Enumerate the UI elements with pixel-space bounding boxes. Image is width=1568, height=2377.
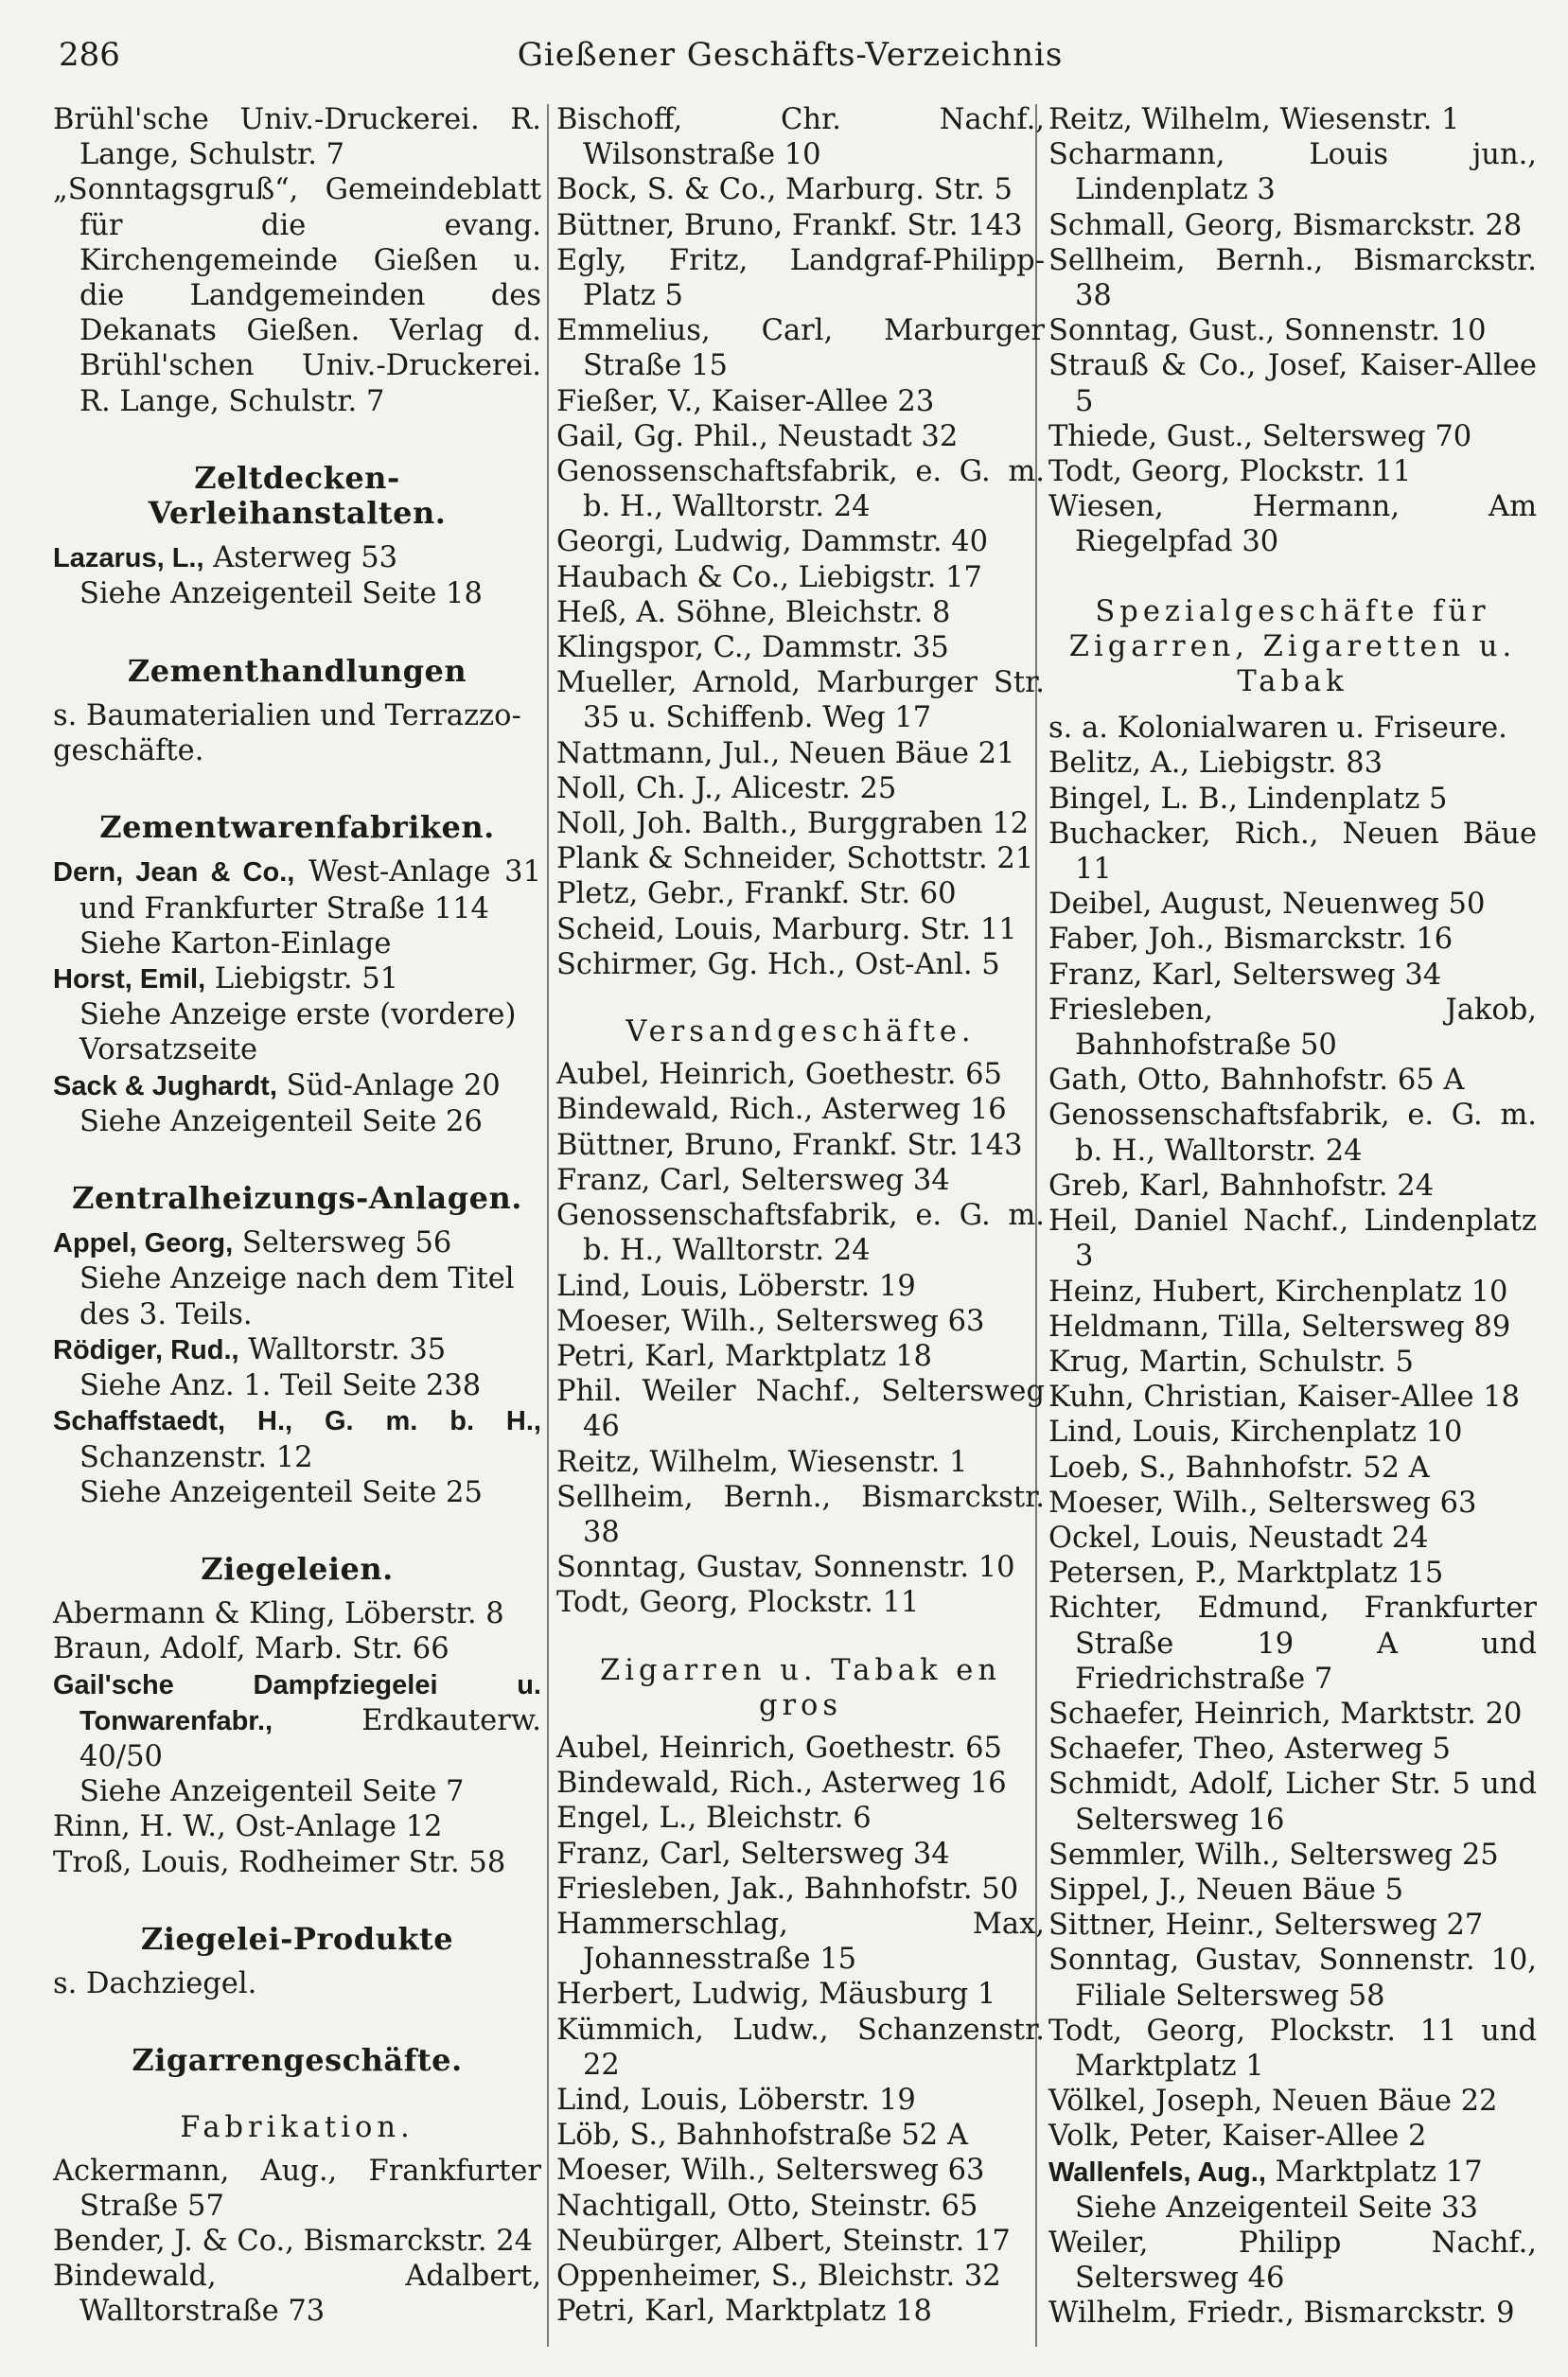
directory-entry: Rinn, H. W., Ost-Anlage 12	[53, 1810, 443, 1844]
directory-entry: „Sonntagsgruß“, Gemeindeblatt für die evang. Kirchengemeinde Gießen u. die Landgemeinden des Dekanats Gießen. Verlag d. Brühl'schen Univ.-Druckerei. R. Lange, Schulstr. 7	[53, 173, 541, 418]
advertisement-reference: Siehe Anz. 1. Teil Seite 238	[79, 1369, 482, 1403]
directory-entry: Büttner, Bruno, Frankf. Str. 143	[556, 208, 1023, 242]
directory-entry: Oppenheimer, S., Bleichstr. 32	[556, 2259, 1001, 2293]
directory-entry: Reitz, Wilhelm, Wiesenstr. 1	[556, 1445, 968, 1479]
directory-entry: Weiler, Philipp Nachf., Seltersweg 46	[1048, 2226, 1537, 2296]
directory-entry: Schaefer, Heinrich, Marktstr. 20	[1048, 1697, 1523, 1731]
directory-entry: Bindewald, Rich., Asterweg 16	[556, 1093, 1007, 1127]
advertisement-reference: Siehe Anzeige erste (vordere) Vorsatzseite	[79, 998, 517, 1067]
entry-address: Seltersweg 56	[241, 1226, 452, 1260]
directory-entry	[1048, 2155, 1537, 2191]
directory-entry: Franz, Carl, Seltersweg 34	[556, 1163, 950, 1197]
entry-address: Liebigstr. 51	[214, 962, 399, 996]
directory-entry: Todt, Georg, Plockstr. 11	[1048, 455, 1412, 489]
page-number: 286	[59, 36, 120, 74]
entry-address: Walltorstr. 35	[248, 1332, 447, 1366]
directory-entry: Bender, J. & Co., Bismarckstr. 24	[53, 2224, 534, 2258]
directory-entry: Faber, Joh., Bismarckstr. 16	[1048, 923, 1453, 957]
advertisement-reference: Siehe Karton-Einlage	[79, 926, 392, 960]
directory-entry: Troß, Louis, Rodheimer Str. 58	[53, 1845, 506, 1879]
directory-entry: Sellheim, Bernh., Bismarckstr. 38	[1048, 243, 1537, 313]
directory-entry: Volk, Peter, Kaiser-Allee 2	[1048, 2120, 1427, 2154]
directory-entry: Buchacker, Rich., Neuen Bäue 11	[1048, 817, 1537, 887]
directory-entry: Nattmann, Jul., Neuen Bäue 21	[556, 736, 1015, 770]
entry-address: Asterweg 53	[213, 541, 398, 575]
directory-entry: Sippel, J., Neuen Bäue 5	[1048, 1873, 1403, 1907]
directory-entry: Schmall, Georg, Bismarckstr. 28	[1048, 208, 1523, 242]
directory-entry: Aubel, Heinrich, Goethestr. 65	[556, 1058, 1002, 1092]
directory-entry: Heil, Daniel Nachf., Lindenplatz 3	[1048, 1205, 1537, 1274]
directory-entry: Sonntag, Gustav, Sonnenstr. 10, Filiale Seltersweg 58	[1048, 1944, 1537, 2013]
directory-entry: Strauß & Co., Josef, Kaiser-Allee 5	[1048, 349, 1537, 418]
directory-entry: Sittner, Heinr., Seltersweg 27	[1048, 1909, 1484, 1943]
directory-entry: Ackermann, Aug., Frankfurter Straße 57	[53, 2154, 541, 2223]
directory-entry: Noll, Ch. J., Alicestr. 25	[556, 771, 897, 805]
directory-entry: Völkel, Joseph, Neuen Bäue 22	[1048, 2085, 1498, 2119]
directory-entry: Genossenschaftsfabrik, e. G. m. b. H., Walltorstr. 24	[556, 455, 1045, 524]
running-title: Gießener Geschäfts-Verzeichnis	[517, 36, 1064, 74]
page-header	[59, 36, 1522, 89]
directory-entry: Neubürger, Albert, Steinstr. 17	[556, 2224, 1011, 2258]
directory-entry: Herbert, Ludwig, Mäusburg 1	[556, 1978, 996, 2012]
directory-entry	[53, 1068, 541, 1104]
directory-entry: Bischoff, Chr. Nachf., Wilsonstraße 10	[556, 103, 1045, 172]
directory-entry: Moeser, Wilh., Seltersweg 63	[556, 1304, 985, 1338]
section-heading: Ziegelei-Produkte	[140, 1920, 454, 1957]
directory-entry: Löb, S., Bahnhofstraße 52 A	[556, 2119, 968, 2153]
entry-name: Dern, Jean & Co.,	[53, 857, 295, 889]
directory-entry: Friesleben, Jakob, Bahnhofstraße 50	[1048, 993, 1537, 1063]
directory-entry: Wiesen, Hermann, Am Riegelpfad 30	[1048, 490, 1537, 559]
section-heading: Zentralheizungs-Anlagen.	[72, 1180, 522, 1217]
cross-reference: s. Dachziegel.	[53, 1966, 257, 2000]
directory-entry: Kuhn, Christian, Kaiser-Allee 18	[1048, 1381, 1521, 1415]
directory-entry: Todt, Georg, Plockstr. 11 und Marktplatz 1	[1048, 2014, 1537, 2083]
directory-entry: Abermann & Kling, Löberstr. 8	[53, 1597, 504, 1631]
entry-address: West-Anlage 31 und Frankfurter Straße 114	[79, 855, 541, 925]
entry-name: Wallenfels, Aug.,	[1048, 2157, 1266, 2188]
directory-entry: Belitz, A., Liebigstr. 83	[1048, 747, 1383, 781]
directory-entry: Mueller, Arnold, Marburger Str. 35 u. Schiffenb. Weg 17	[556, 666, 1045, 735]
advertisement-reference: Siehe Anzeigenteil Seite 25	[79, 1475, 483, 1509]
directory-entry: Heinz, Hubert, Kirchenplatz 10	[1048, 1275, 1508, 1309]
entry-name: Gail'sche Dampfziegelei u. Tonwarenfabr.,	[53, 1669, 541, 1736]
directory-entry: Petri, Karl, Marktplatz 18	[556, 1339, 932, 1373]
entry-address: Erdkauterw. 40/50	[79, 1703, 541, 1773]
entry-address: Marktplatz 17	[1275, 2155, 1483, 2189]
directory-entry: Deibel, August, Neuenweg 50	[1048, 888, 1486, 922]
cross-reference: s. a. Kolonialwaren u. Friseure.	[1048, 712, 1507, 746]
entry-name: Rödiger, Rud.,	[53, 1334, 239, 1365]
directory-entry: Büttner, Bruno, Frankf. Str. 143	[556, 1128, 1023, 1162]
directory-entry: Richter, Edmund, Frankfurter Straße 19 A und Friedrichstraße 7	[1048, 1592, 1537, 1696]
directory-entry: Moeser, Wilh., Seltersweg 63	[1048, 1486, 1477, 1520]
section-heading: Spezialgeschäfte für Zigarren, Zigaretten u. Tabak	[1068, 594, 1517, 699]
directory-entry	[53, 1332, 541, 1368]
column-2	[556, 102, 1045, 2329]
directory-entry: Brühl'sche Univ.-Druckerei. R. Lange, Schulstr. 7	[53, 103, 541, 172]
advertisement-reference: Siehe Anzeigenteil Seite 7	[79, 1775, 465, 1809]
directory-entry: Wilhelm, Friedr., Bismarckstr. 9	[1048, 2297, 1515, 2331]
entry-name: Schaffstaedt, H., G. m. b. H.,	[53, 1406, 541, 1437]
directory-entry: Gail, Gg. Phil., Neustadt 32	[556, 419, 959, 453]
directory-entry: Petersen, P., Marktplatz 15	[1048, 1557, 1444, 1591]
directory-entry: Nachtigall, Otto, Steinstr. 65	[556, 2189, 978, 2223]
advertisement-reference: Siehe Anzeigenteil Seite 18	[79, 577, 483, 611]
directory-entry	[53, 961, 541, 997]
directory-entry: Scharmann, Louis jun., Lindenplatz 3	[1048, 138, 1537, 207]
advertisement-reference: Siehe Anzeigenteil Seite 26	[79, 1104, 483, 1138]
directory-entry: Noll, Joh. Balth., Burggraben 12	[556, 807, 1030, 841]
directory-entry: Hammerschlag, Max, Johannesstraße 15	[556, 1907, 1045, 1977]
directory-entry: Gath, Otto, Bahnhofstr. 65 A	[1048, 1064, 1465, 1098]
directory-entry: Schaefer, Theo, Asterweg 5	[1048, 1733, 1451, 1767]
advertisement-reference: Siehe Anzeige nach dem Titel des 3. Teils.	[79, 1262, 515, 1331]
section-heading: Zeltdecken-Verleihanstalten.	[148, 459, 447, 532]
entry-address: Süd-Anlage 20	[286, 1068, 501, 1102]
directory-entry: Heß, A. Söhne, Bleichstr. 8	[556, 595, 951, 629]
directory-entry: Moeser, Wilh., Seltersweg 63	[556, 2154, 985, 2188]
directory-entry	[53, 1403, 541, 1474]
directory-entry	[53, 1667, 541, 1775]
directory-entry: Engel, L., Bleichstr. 6	[556, 1802, 872, 1836]
directory-entry: Lind, Louis, Kirchenplatz 10	[1048, 1416, 1463, 1450]
directory-entry: Heldmann, Tilla, Seltersweg 89	[1048, 1310, 1511, 1344]
entry-name: Horst, Emil,	[53, 964, 206, 995]
directory-entry: Kümmich, Ludw., Schanzenstr. 22	[556, 2013, 1045, 2082]
directory-entry: Greb, Karl, Bahnhofstr. 24	[1048, 1169, 1435, 1203]
entry-address: Schanzenstr. 12	[79, 1440, 313, 1474]
column-divider	[547, 104, 549, 2347]
subsection-heading: Versandgeschäfte.	[625, 1015, 976, 1049]
directory-entry: Todt, Georg, Plockstr. 11	[556, 1586, 920, 1620]
directory-entry: Plank & Schneider, Schottstr. 21	[556, 842, 1034, 876]
directory-entry: Friesleben, Jak., Bahnhofstr. 50	[556, 1872, 1019, 1906]
directory-entry: Bingel, L. B., Lindenplatz 5	[1048, 782, 1448, 816]
directory-entry: Bindewald, Rich., Asterweg 16	[556, 1767, 1007, 1801]
directory-entry	[53, 854, 541, 925]
entry-name: Sack & Jughardt,	[53, 1070, 277, 1101]
directory-entry: Ockel, Louis, Neustadt 24	[1048, 1521, 1429, 1555]
directory-entry: Bindewald, Adalbert, Walltorstraße 73	[53, 2260, 541, 2329]
directory-entry: Pletz, Gebr., Frankf. Str. 60	[556, 877, 957, 911]
directory-entry: Sellheim, Bernh., Bismarckstr. 38	[556, 1480, 1045, 1549]
directory-entry: Georgi, Ludwig, Dammstr. 40	[556, 525, 989, 559]
directory-entry: Lind, Louis, Löberstr. 19	[556, 2083, 916, 2117]
directory-entry: Semmler, Wilh., Seltersweg 25	[1048, 1838, 1499, 1872]
directory-entry: Scheid, Louis, Marburg. Str. 11	[556, 912, 1017, 946]
section-heading: Zementwarenfabriken.	[99, 809, 495, 846]
section-heading: Zigarrengeschäfte.	[132, 2042, 463, 2079]
directory-entry: Franz, Karl, Seltersweg 34	[1048, 958, 1442, 992]
entry-name: Appel, Georg,	[53, 1228, 234, 1259]
directory-entry: Egly, Fritz, Landgraf-Philipp-Platz 5	[556, 243, 1045, 313]
subsection-heading: Fabrikation.	[180, 2111, 414, 2145]
directory-entry: Lind, Louis, Löberstr. 19	[556, 1269, 916, 1303]
directory-entry: Genossenschaftsfabrik, e. G. m. b. H., Walltorstr. 24	[1048, 1099, 1537, 1168]
cross-reference: s. Baumaterialien und Terrazzo-geschäfte.	[53, 698, 521, 768]
directory-entry: Schirmer, Gg. Hch., Ost-Anl. 5	[556, 947, 1000, 981]
directory-entry	[53, 540, 541, 576]
column-1	[53, 102, 541, 2330]
directory-entry: Emmelius, Carl, Marburger Straße 15	[556, 314, 1045, 383]
section-heading: Ziegeleien.	[201, 1550, 394, 1587]
directory-entry: Phil. Weiler Nachf., Seltersweg 46	[556, 1375, 1045, 1444]
directory-entry: Genossenschaftsfabrik, e. G. m. b. H., Walltorstr. 24	[556, 1199, 1045, 1268]
directory-entry: Braun, Adolf, Marb. Str. 66	[53, 1632, 449, 1666]
advertisement-reference: Siehe Anzeigenteil Seite 33	[1075, 2191, 1478, 2225]
subsection-heading: Zigarren u. Tabak en gros	[600, 1653, 1001, 1722]
directory-entry	[53, 1225, 541, 1261]
directory-entry: Haubach & Co., Liebigstr. 17	[556, 560, 982, 594]
directory-entry: Loeb, S., Bahnhofstr. 52 A	[1048, 1451, 1430, 1485]
directory-entry: Petri, Karl, Marktplatz 18	[556, 2295, 932, 2329]
directory-entry: Bock, S. & Co., Marburg. Str. 5	[556, 173, 1013, 207]
directory-entry: Sonntag, Gust., Sonnenstr. 10	[1048, 314, 1487, 348]
entry-name: Lazarus, L.,	[53, 543, 204, 574]
directory-entry: Thiede, Gust., Seltersweg 70	[1048, 419, 1472, 453]
directory-entry: Schmidt, Adolf, Licher Str. 5 und Seltersweg 16	[1048, 1768, 1537, 1837]
directory-entry: Klingspor, C., Dammstr. 35	[556, 631, 949, 665]
column-3	[1048, 102, 1537, 2332]
directory-entry: Fießer, V., Kaiser-Allee 23	[556, 384, 935, 418]
directory-entry: Franz, Carl, Seltersweg 34	[556, 1837, 950, 1871]
section-heading: Zementhandlungen	[127, 652, 467, 689]
directory-entry: Reitz, Wilhelm, Wiesenstr. 1	[1048, 103, 1460, 136]
directory-entry: Aubel, Heinrich, Goethestr. 65	[556, 1731, 1002, 1765]
directory-entry: Krug, Martin, Schulstr. 5	[1048, 1345, 1414, 1379]
directory-entry: Sonntag, Gustav, Sonnenstr. 10	[556, 1551, 1015, 1585]
